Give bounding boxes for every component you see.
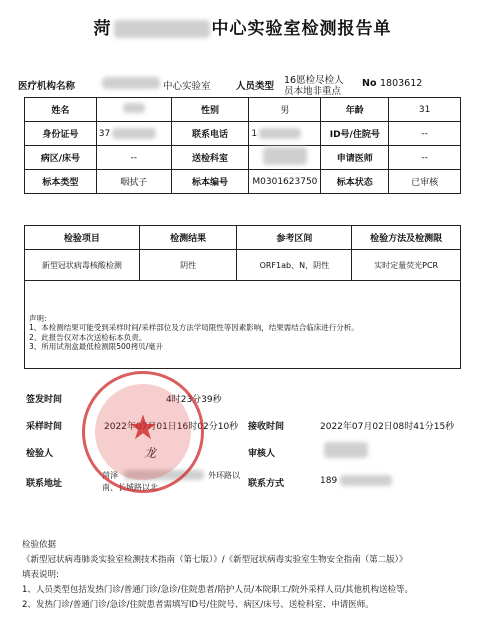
person-type-label: 人员类型 — [236, 81, 275, 92]
tester-label: 检验人 — [26, 449, 54, 459]
contact-value: 189 — [320, 476, 338, 486]
collect-time-label: 采样时间 — [26, 422, 63, 432]
result-test-item: 新型冠状病毒核酸检测 — [25, 250, 140, 281]
redacted-region — [340, 475, 392, 486]
sample-no-label: 标本编号 — [171, 170, 249, 194]
footer-notes — [22, 538, 413, 613]
remark-line: 1、本检测结果可能受到采样时间/采样部位及方法学局限性等因素影响，结果需结合临床进行分析。 — [29, 323, 359, 333]
address-line2: 南、长城路以北 — [102, 483, 158, 492]
address-label: 联系地址 — [26, 479, 63, 489]
hospital-id-value: -- — [389, 122, 461, 146]
footer-line: 1、人员类型包括发热门诊/普通门诊/急诊/住院患者/陪护人员/本院职工/院外采样人员/其他机构送检等。 — [22, 585, 413, 595]
age-value: 31 — [389, 98, 461, 122]
contact-label: 联系方式 — [248, 479, 285, 489]
issue-time-value: 4时23分39秒 — [166, 395, 222, 405]
tester-signature: 龙 — [144, 446, 157, 460]
report-meta — [18, 72, 473, 97]
doctor-value: -- — [389, 146, 461, 170]
person-type-line2: 员本地非重点 — [284, 86, 342, 97]
result-value: 阴性 — [139, 250, 237, 281]
footer-line: 2、发热门诊/普通门诊/急诊/住院患者需填写ID号/住院号、病区/床号、送检科室、申请医师。 — [22, 600, 374, 610]
patient-info-table — [24, 97, 461, 194]
address-line1-start: 菏泽 — [102, 471, 118, 480]
department-label: 送检科室 — [171, 146, 249, 170]
reviewer-label: 审核人 — [248, 449, 276, 459]
remark-line: 3、所用试剂盒最低检测限500拷贝/毫升 — [29, 342, 164, 352]
doctor-label: 申请医师 — [321, 146, 389, 170]
report-no-value: 1803612 — [380, 78, 423, 89]
id-number-label: 身份证号 — [25, 122, 97, 146]
results-table — [24, 225, 461, 281]
remark-line: 2、此报告仅对本次送检标本负责。 — [29, 332, 147, 342]
name-label: 姓名 — [25, 98, 97, 122]
phone-value: 1 — [249, 122, 321, 146]
sample-type-value: 咽拭子 — [96, 170, 171, 194]
title-suffix: 中心实验室检测报告单 — [211, 19, 392, 39]
header-result: 检测结果 — [139, 226, 237, 250]
star-icon: ★ — [127, 408, 159, 448]
report-title — [0, 14, 485, 39]
age-label: 年龄 — [321, 98, 389, 122]
sample-status-label: 标本状态 — [321, 170, 389, 194]
sample-type-label: 标本类型 — [25, 170, 97, 194]
contact-row — [26, 472, 466, 498]
title-prefix: 菏 — [93, 19, 112, 39]
footer-line: 填表说明: — [22, 570, 59, 580]
collect-time-value: 2022年07月01日16时02分10秒 — [104, 422, 239, 432]
person-type-line1: 16愿检尽检人 — [284, 75, 344, 86]
official-stamp — [82, 371, 204, 493]
footer-line: 《新型冠状病毒肺炎实验室检测技术指南（第七版）》/《新型冠状病毒实验室生物安全指南（第二版）》 — [22, 555, 408, 565]
ward-bed-label: 病区/床号 — [25, 146, 97, 170]
header-method: 检验方法及检测限 — [352, 226, 461, 250]
phone-label: 联系电话 — [171, 122, 249, 146]
sample-no-value: M0301623750 — [249, 170, 321, 194]
sample-status-value: 已审核 — [389, 170, 461, 194]
remarks-box — [24, 281, 461, 369]
address-line1-end: 外环路以 — [208, 471, 240, 480]
receive-time-value: 2022年07月02日08时41分15秒 — [320, 422, 455, 432]
institution-label: 医疗机构名称 — [18, 81, 76, 92]
ward-bed-value: -- — [96, 146, 171, 170]
remarks-title: 声明: — [29, 314, 47, 323]
institution-value: 中心实验室 — [163, 81, 211, 92]
id-number-value: 37 — [96, 122, 171, 146]
header-reference: 参考区间 — [237, 226, 352, 250]
gender-value: 男 — [249, 98, 321, 122]
issue-time-label: 签发时间 — [26, 395, 63, 405]
header-test-item: 检验项目 — [25, 226, 140, 250]
redacted-region — [102, 77, 160, 89]
receive-time-label: 接收时间 — [248, 422, 285, 432]
result-reference: ORF1ab、N，阴性 — [237, 250, 352, 281]
hospital-id-label: ID号/住院号 — [321, 122, 389, 146]
report-no-label: No — [362, 78, 377, 89]
gender-label: 性别 — [171, 98, 249, 122]
department-value — [249, 146, 321, 170]
footer-line: 检验依据 — [22, 540, 57, 550]
redacted-region — [114, 20, 210, 38]
name-value — [96, 98, 171, 122]
result-method: 实时定量荧光PCR — [352, 250, 461, 281]
reviewer-signature-redacted — [324, 442, 368, 458]
